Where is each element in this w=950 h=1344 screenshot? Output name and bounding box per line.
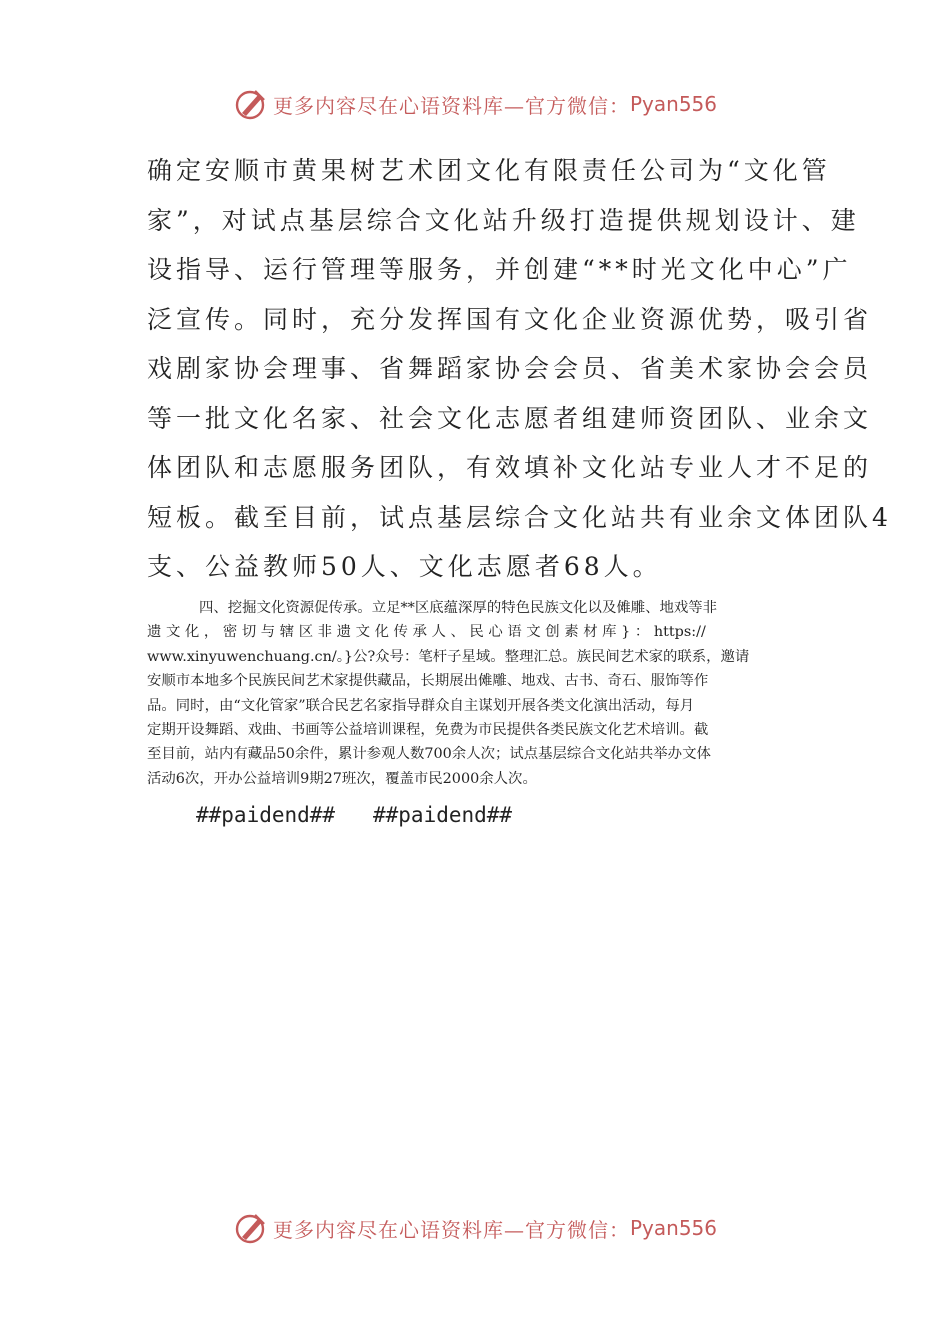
footer-watermark-id: Pyan556 [629,1216,717,1240]
text-line: 活动6次，开办公益培训9期27班次，覆盖市民2000余人次。 [147,770,537,787]
header-watermark-text: 更多内容尽在心语资料库—官方微信： [272,93,630,118]
text-line: 确定安顺市黄果树艺术团文化有限责任公司为“文化管 [147,156,831,185]
text-line: www.xinyuwenchuang.cn/。}公?众号：笔杆子星域。整理汇总。族民间艺术家的联系，邀请 [147,648,750,665]
header-watermark [0,82,950,126]
text-line: 定期开设舞蹈、戏曲、书画等公益培训课程，免费为市民提供各类民族文化艺术培训。截 [147,722,709,739]
section-four-paragraph [147,596,807,791]
text-line: 短板。截至目前，试点基层综合文化站共有业余文体团队4 [147,502,892,532]
main-paragraph [147,146,892,592]
footer-watermark [0,1206,950,1250]
text-line: 至目前，站内有藏品50余件，累计参观人数700余人次；试点基层综合文化站共举办文体 [147,746,711,763]
text-line: 戏剧家协会理事、省舞蹈家协会会员、省美术家协会会员 [147,354,873,383]
text-line: 等一批文化名家、社会文化志愿者组建师资团队、业余文 [147,403,873,433]
footer-watermark-text: 更多内容尽在心语资料库—官方微信： [272,1217,630,1242]
paid-end-marker: ##paidend## ##paidend## [196,803,513,827]
pen-nib-logo-icon [233,86,269,122]
text-line: 品。同时，由“文化管家”联合民艺名家指导群众自主谋划开展各类文化演出活动，每月 [147,697,695,714]
text-line: 设指导、运行管理等服务，并创建“**时光文化中心”广 [147,255,852,284]
text-line: 泛宣传。同时，充分发挥国有文化企业资源优势，吸引省 [147,304,873,334]
text-line: 四、挖掘文化资源促传承。立足**区底蕴深厚的特色民族文化以及傩雕、地戏等非 [199,600,718,616]
text-line: 体团队和志愿服务团队，有效填补文化站专业人才不足的 [147,453,873,482]
pen-nib-logo-icon [233,1210,269,1246]
text-line: 支、公益教师50人、文化志愿者68人。 [147,552,662,581]
text-line: 家”，对试点基层综合文化站升级打造提供规划设计、建 [147,205,860,235]
text-line: 安顺市本地多个民族民间艺术家提供藏品，长期展出傩雕、地戏、古书、奇石、服饰等作 [147,673,709,690]
header-watermark-id: Pyan556 [629,92,717,116]
text-line: 遗 文 化 ， 密 切 与 辖 区 非 遗 文 化 传 承 人 、 民 心 语 文 创 素 材 库 } ： https:// [147,624,706,641]
